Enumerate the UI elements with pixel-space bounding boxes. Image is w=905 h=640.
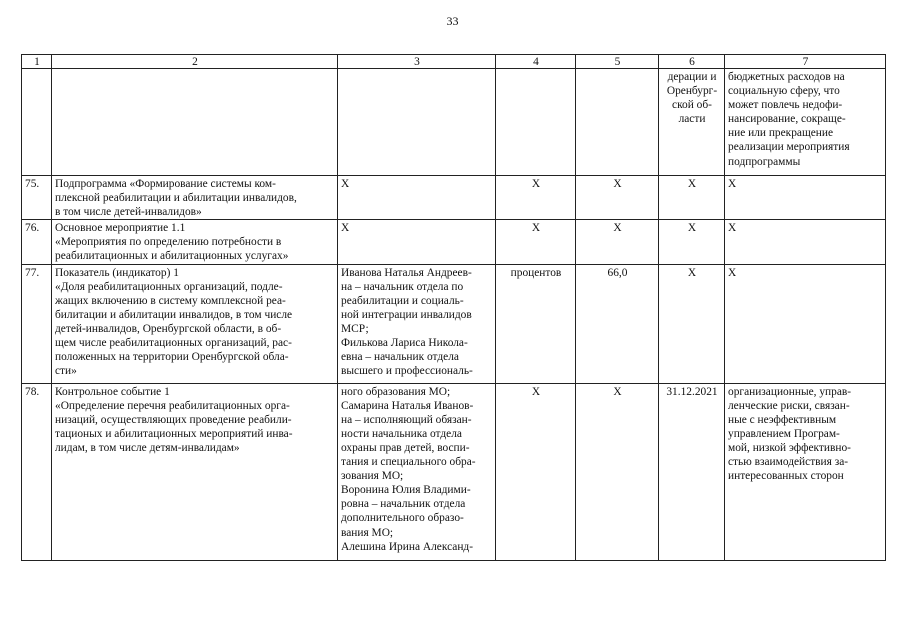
- cell-line: стью взаимодействия за-: [728, 456, 849, 469]
- header-cell: 5: [576, 55, 659, 69]
- header-row: [22, 55, 886, 69]
- header-cell: 2: [52, 55, 338, 69]
- cell-line: высшего и профессиональ-: [341, 365, 473, 378]
- row-deadline: Х: [659, 264, 725, 383]
- cell-line: ние или прекращение: [728, 127, 834, 140]
- row-unit: Х: [496, 383, 576, 560]
- table-row: [22, 383, 886, 560]
- cell-line: социальную сферу, что: [728, 85, 840, 98]
- cell-line: «Доля реабилитационных организаций, подле-: [55, 280, 283, 293]
- cell-line: реализации мероприятия: [728, 141, 850, 154]
- cell-line: Воронина Юлия Владими-: [341, 484, 471, 497]
- row-name: [52, 383, 338, 560]
- cell-empty: [52, 69, 338, 176]
- cell-line: евна – начальник отдела: [341, 351, 459, 364]
- row-responsible: [338, 176, 496, 220]
- cell-line: тационых и абилитационных мероприятий инва-: [55, 427, 293, 440]
- cell-line: ной интеграции инвалидов: [341, 308, 472, 321]
- cell-line: охраны прав детей, воспи-: [341, 441, 470, 454]
- cell-line: ской об-: [672, 99, 712, 112]
- cell-line: организационные, управ-: [728, 385, 852, 398]
- row-unit: Х: [496, 220, 576, 264]
- cell-line: Оренбург-: [666, 85, 718, 98]
- row-number: 77.: [22, 264, 52, 383]
- cell-line: дополнительного образо-: [341, 512, 464, 525]
- row-risks: [725, 264, 886, 383]
- cell-line: Подпрограмма «Формирование системы ком-: [55, 178, 276, 190]
- header-cell: 6: [659, 55, 725, 69]
- cell-line: МСР;: [341, 322, 369, 335]
- header-cell: 3: [338, 55, 496, 69]
- row-number: 78.: [22, 383, 52, 560]
- cell-line: тания и специального обра-: [341, 456, 476, 469]
- row-name: [52, 176, 338, 220]
- page-number: 33: [446, 14, 459, 28]
- cell-line: билитации и абилитации инвалидов, в том числе: [55, 308, 293, 321]
- table-row: [22, 264, 886, 383]
- cell-line: реабилитационных и абилитационных услугах»: [55, 250, 289, 263]
- cell-line: нансирование, сокраще-: [728, 113, 846, 126]
- row-number: 76.: [22, 220, 52, 264]
- continuation-col6: [659, 69, 725, 176]
- cell-line: ные с неэффективным: [728, 413, 837, 426]
- cell-line: Х: [728, 178, 737, 190]
- cell-line: Филькова Лариса Никола-: [341, 337, 468, 350]
- cell-line: Х: [728, 222, 737, 235]
- row-responsible: [338, 264, 496, 383]
- table-row: [22, 220, 886, 264]
- cell-line: щем числе реабилитационных организаций, рас-: [55, 337, 292, 350]
- cell-line: в том числе детей-инвалидов»: [55, 206, 202, 219]
- cell-line: ленческие риски, связан-: [728, 399, 850, 412]
- cell-line: подпрограммы: [728, 155, 801, 168]
- row-responsible: [338, 220, 496, 264]
- row-risks: [725, 220, 886, 264]
- cell-line: Алешина Ирина Александ-: [341, 540, 473, 553]
- header-cell: 4: [496, 55, 576, 69]
- cell-line: мой, низкой эффективно-: [728, 441, 851, 454]
- row-unit: Х: [496, 176, 576, 220]
- cell-line: «Определение перечня реабилитационных орга-: [55, 399, 290, 412]
- cell-line: может повлечь недофи-: [728, 99, 843, 112]
- table-row: [22, 176, 886, 220]
- cell-line: положенных на территории Оренбургской обла-: [55, 351, 289, 364]
- row-value: Х: [576, 176, 659, 220]
- row-value: 66,0: [576, 264, 659, 383]
- header-cell: 7: [725, 55, 886, 69]
- cell-line: Основное мероприятие 1.1: [55, 222, 186, 235]
- cell-line: управлением Програм-: [728, 427, 840, 440]
- cell-line: вания МО;: [341, 526, 394, 539]
- cell-line: дерации и: [667, 71, 717, 83]
- row-deadline: Х: [659, 220, 725, 264]
- row-risks: [725, 383, 886, 560]
- row-deadline: Х: [659, 176, 725, 220]
- cell-line: ного образования МО;: [341, 385, 451, 398]
- cell-line: сти»: [55, 365, 77, 378]
- cell-line: Контрольное событие 1: [55, 385, 170, 398]
- row-deadline: 31.12.2021: [659, 383, 725, 560]
- row-risks: [725, 176, 886, 220]
- row-value: Х: [576, 383, 659, 560]
- program-table: [21, 54, 886, 561]
- cell-line: ровна – начальник отдела: [341, 498, 466, 511]
- cell-line: ности начальника отдела: [341, 427, 462, 440]
- cell-empty: [496, 69, 576, 176]
- cell-line: зования МО;: [341, 470, 404, 483]
- cell-line: плексной реабилитации и абилитации инвалидов,: [55, 192, 297, 205]
- cell-line: Самарина Наталья Иванов-: [341, 399, 474, 412]
- row-unit: процентов: [496, 264, 576, 383]
- cell-empty: [576, 69, 659, 176]
- header-cell: 1: [22, 55, 52, 69]
- cell-line: лидам, в том числе детям-инвалидам»: [55, 441, 240, 454]
- cell-line: реабилитации и социаль-: [341, 294, 464, 307]
- cell-empty: [22, 69, 52, 176]
- cell-line: «Мероприятия по определению потребности в: [55, 236, 282, 249]
- cell-empty: [338, 69, 496, 176]
- continuation-row: [22, 69, 886, 176]
- cell-line: низаций, осуществляющих проведение реабили-: [55, 413, 292, 426]
- cell-line: жащих включению в систему комплексной реа-: [55, 294, 286, 307]
- continuation-col7: [725, 69, 886, 176]
- row-value: Х: [576, 220, 659, 264]
- cell-line: Х: [341, 222, 350, 235]
- cell-line: на – начальник отдела по: [341, 280, 464, 293]
- cell-line: Х: [728, 266, 737, 279]
- cell-line: бюджетных расходов на: [728, 71, 845, 83]
- cell-line: Х: [341, 178, 350, 190]
- row-responsible: [338, 383, 496, 560]
- cell-line: детей-инвалидов, Оренбургской области, в об-: [55, 322, 282, 335]
- row-name: [52, 220, 338, 264]
- row-name: [52, 264, 338, 383]
- cell-line: Иванова Наталья Андреев-: [341, 266, 472, 279]
- cell-line: ласти: [678, 113, 706, 126]
- row-number: 75.: [22, 176, 52, 220]
- cell-line: Показатель (индикатор) 1: [55, 266, 179, 279]
- cell-line: интересованных сторон: [728, 470, 844, 483]
- cell-line: на – исполняющий обязан-: [341, 413, 472, 426]
